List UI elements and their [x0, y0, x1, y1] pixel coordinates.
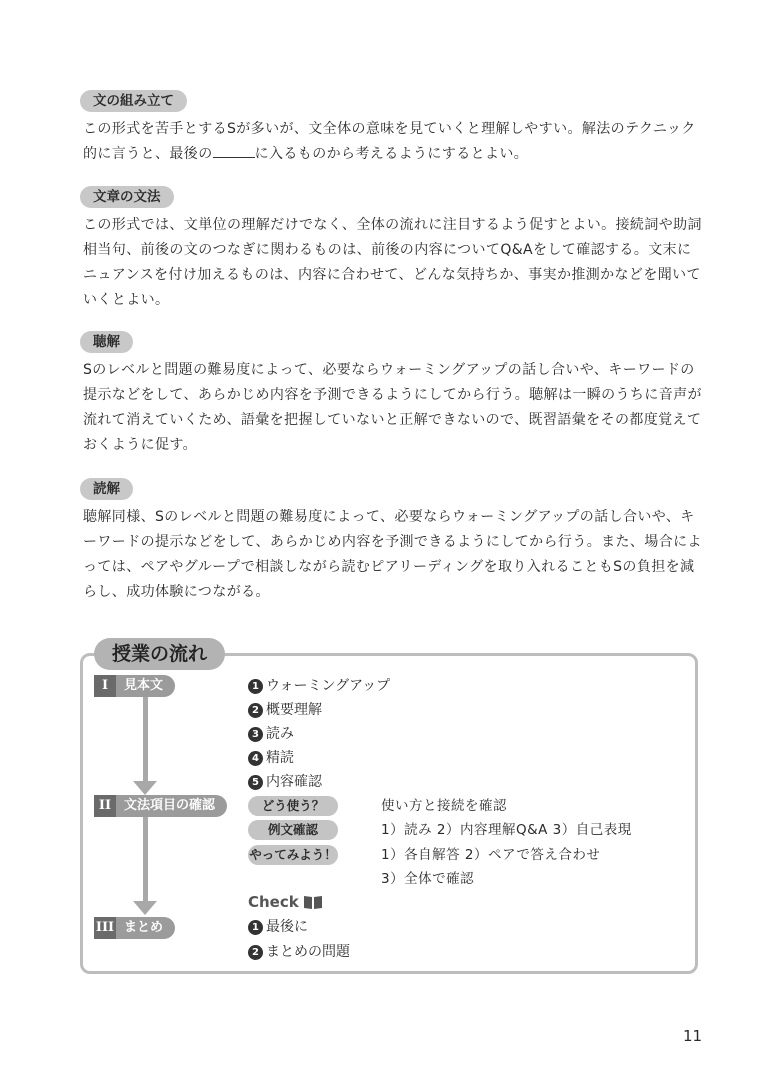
flow-step-1 [94, 675, 175, 697]
step1-item [248, 724, 294, 744]
step-number: I [94, 675, 116, 697]
item-text: 最後に [266, 919, 308, 935]
section-paragraph-sentence-structure [83, 117, 703, 167]
paragraph-text-before-blank: この形式を苦手とするSが多いが、文全体の意味を見ていくと理解しやすい。解法のテクニック的に言うと、最後の [83, 121, 696, 162]
step-number: III [94, 917, 116, 939]
item-text: 内容確認 [266, 774, 322, 790]
item-text: 精読 [266, 750, 294, 766]
section-paragraph-listening: Sのレベルと問題の難易度によって、必要ならウォーミングアップの話し合いや、キーワードの提示などをして、あらかじめ内容を予測できるようにしてから行う。聴解は一瞬のうちに音声が流れて消えていくため、語彙を把握していないと正解できないので、既習語彙をその都度覚えておくように促す。 [83, 362, 702, 453]
step1-item [248, 676, 390, 696]
number-badge: 2 [248, 703, 263, 718]
section-label-text-grammar: 文章の文法 [80, 186, 174, 208]
number-badge: 1 [248, 679, 263, 694]
step-name: 文法項目の確認 [116, 795, 227, 817]
number-badge: 2 [248, 945, 263, 960]
page-number: 11 [683, 1027, 703, 1045]
step-number: II [94, 795, 116, 817]
flow-arrow-shaft-2 [143, 817, 148, 903]
section-label-reading: 読解 [80, 478, 133, 500]
example-check-pill: 例文確認 [248, 820, 338, 840]
example-check-desc: 1）読み 2）内容理解Q&A 3）自己表現 [381, 822, 632, 838]
flow-arrow-head-1 [133, 781, 157, 795]
section-label-listening: 聴解 [80, 331, 133, 353]
section-paragraph-reading: 聴解同様、Sのレベルと問題の難易度によって、必要ならウォーミングアップの話し合いや、キーワードの提示などをして、あらかじめ内容を予測できるようにしてから行う。また、場合によっては、ペアやグループで相談しながら読むピアリーディングを取り入れることもSの負担を減らし、成功体験につながる。 [83, 509, 702, 600]
item-text: ウォーミングアップ [266, 678, 391, 694]
book-icon [303, 895, 323, 910]
try-it-desc: 1）各自解答 2）ペアで答え合わせ [381, 847, 601, 863]
step1-item [248, 772, 322, 792]
how-to-use-desc: 使い方と接続を確認 [381, 798, 507, 814]
step-name: 見本文 [116, 675, 175, 697]
flow-arrow-shaft-1 [143, 697, 148, 783]
step1-item [248, 700, 322, 720]
flow-step-2 [94, 795, 227, 817]
number-badge: 5 [248, 775, 263, 790]
how-to-use-pill: どう使う？ [248, 796, 338, 816]
check-label: Check [248, 893, 299, 911]
paragraph-text-after-blank: に入るものから考えるようにするとよい。 [254, 146, 529, 162]
number-badge: 4 [248, 751, 263, 766]
item-text: まとめの問題 [266, 944, 350, 960]
section-label-sentence-structure: 文の組み立て [80, 90, 187, 112]
step-name: まとめ [116, 917, 175, 939]
blank-line [213, 143, 255, 158]
section-paragraph-text-grammar: この形式では、文単位の理解だけでなく、全体の流れに注目するよう促すとよい。接続詞や助詞相当句、前後の文のつなぎに関わるものは、前後の内容についてQ&Aをして確認する。文末にニュアンスを付け加えるものは、内容に合わせて、どんな気持ちか、事実か推測かなどを聞いていくとよい。 [83, 217, 702, 308]
try-it-pill: やってみよう！ [248, 845, 338, 865]
item-text: 読み [266, 726, 294, 742]
step3-item [248, 942, 350, 962]
lesson-flow-title: 授業の流れ [94, 638, 225, 670]
item-text: 概要理解 [266, 702, 322, 718]
step3-item [248, 917, 308, 937]
number-badge: 1 [248, 920, 263, 935]
flow-arrow-head-2 [133, 901, 157, 915]
step1-item [248, 748, 294, 768]
check-heading [248, 893, 323, 911]
number-badge: 3 [248, 727, 263, 742]
try-it-desc-continued: 3）全体で確認 [381, 871, 475, 887]
flow-step-3 [94, 917, 175, 939]
